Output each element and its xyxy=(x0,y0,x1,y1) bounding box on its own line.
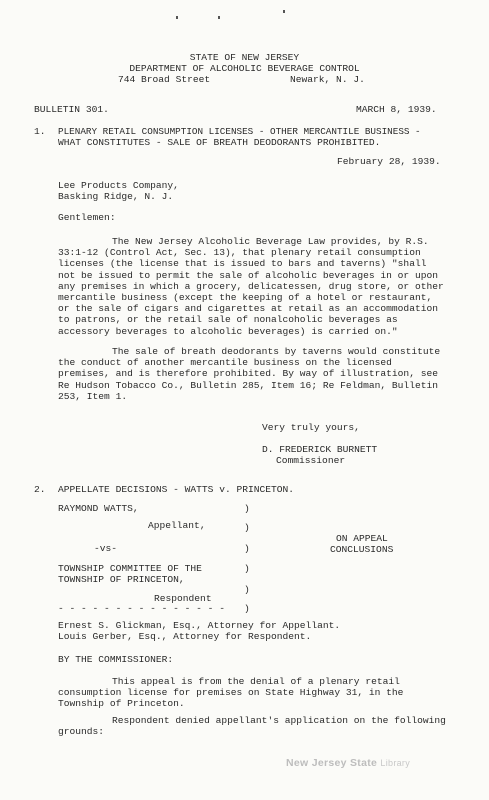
caption-party2-line1: TOWNSHIP COMMITTEE OF THE xyxy=(58,563,202,574)
library-stamp-library: Library xyxy=(380,758,411,768)
attorney-respondent: Louis Gerber, Esq., Attorney for Respondent. xyxy=(58,631,312,642)
caption-dashes: - - - - - - - - - - - - - - - xyxy=(58,603,225,614)
item1-title-line2: WHAT CONSTITUTES - SALE OF BREATH DEODORANTS PROHIBITED. xyxy=(58,137,381,148)
scan-speck xyxy=(283,10,285,13)
scan-speck xyxy=(218,16,220,19)
header-department: DEPARTMENT OF ALCOHOLIC BEVERAGE CONTROL xyxy=(129,63,360,74)
header-state: STATE OF NEW JERSEY xyxy=(189,52,300,63)
caption-role2: Respondent xyxy=(154,593,212,604)
closing: Very truly yours, xyxy=(262,422,360,433)
signer-name: D. FREDERICK BURNETT xyxy=(262,444,378,455)
item2-title: APPELLATE DECISIONS - WATTS v. PRINCETON. xyxy=(58,484,295,495)
item2-number: 2. xyxy=(34,484,46,495)
signer-title: Commissioner xyxy=(276,455,346,466)
bulletin-date: MARCH 8, 1939. xyxy=(356,104,437,115)
library-stamp xyxy=(286,758,410,769)
addressee-line1: Lee Products Company, xyxy=(58,180,179,191)
addressee-line2: Basking Ridge, N. J. xyxy=(58,191,174,202)
scan-speck xyxy=(176,16,178,19)
caption-party2-line2: TOWNSHIP OF PRINCETON, xyxy=(58,574,185,585)
by-commissioner: BY THE COMMISSIONER: xyxy=(58,654,174,665)
item2-paragraph2: Respondent denied appellant's application on the following grounds: xyxy=(58,715,446,738)
caption-on-appeal: ON APPEAL xyxy=(336,533,388,544)
item1-paragraph1: The New Jersey Alcoholic Beverage Law provides, by R.S. 33:1-12 (Control Act, Sec. 13), that plenary retail consumption licenses (the license that is issued to bars and taverns) "shall not be issued to permit the sale of alcoholic beverages in or upon any premises in which a grocery, delicatessen, drug store, or other mercantile business (except the keeping of a hotel or restaurant, or the sale of cigars and cigarettes at retail as an accommodation to patrons, or the retail sale of nonalcoholic beverages as accessory beverages to alcoholic beverages) is carried on." xyxy=(58,236,444,337)
item1-title-line1: PLENARY RETAIL CONSUMPTION LICENSES - OTHER MERCANTILE BUSINESS - xyxy=(58,126,421,137)
caption-party1: RAYMOND WATTS, xyxy=(58,503,139,514)
caption-role1: Appellant, xyxy=(148,520,206,531)
caption-bracket: ) xyxy=(244,603,250,614)
caption-bracket: ) xyxy=(244,543,250,554)
caption-bracket: ) xyxy=(244,563,250,574)
caption-bracket: ) xyxy=(244,503,250,514)
attorney-appellant: Ernest S. Glickman, Esq., Attorney for Appellant. xyxy=(58,620,341,631)
header-street: 744 Broad Street xyxy=(118,74,211,85)
item2-paragraph1: This appeal is from the denial of a plenary retail consumption license for premises on State Highway 31, in the Township of Princeton. xyxy=(58,676,404,710)
header-city: Newark, N. J. xyxy=(290,74,365,85)
caption-bracket: ) xyxy=(244,584,250,595)
bulletin-number: BULLETIN 301. xyxy=(34,104,109,115)
library-stamp-text: New Jersey State xyxy=(286,757,378,769)
caption-bracket: ) xyxy=(244,522,250,533)
caption-versus: -vs- xyxy=(94,543,118,554)
item1-number: 1. xyxy=(34,126,46,137)
item1-date: February 28, 1939. xyxy=(337,156,441,167)
caption-conclusions: CONCLUSIONS xyxy=(330,544,394,555)
item1-paragraph2: The sale of breath deodorants by taverns would constitute the conduct of another mercantile business on the licensed premises, and is therefore prohibited. By way of illustration, see Re Hudson Tobacco Co., Bulletin 285, Item 16; Re Feldman, Bulletin 253, Item 1. xyxy=(58,346,441,402)
salutation: Gentlemen: xyxy=(58,212,116,223)
